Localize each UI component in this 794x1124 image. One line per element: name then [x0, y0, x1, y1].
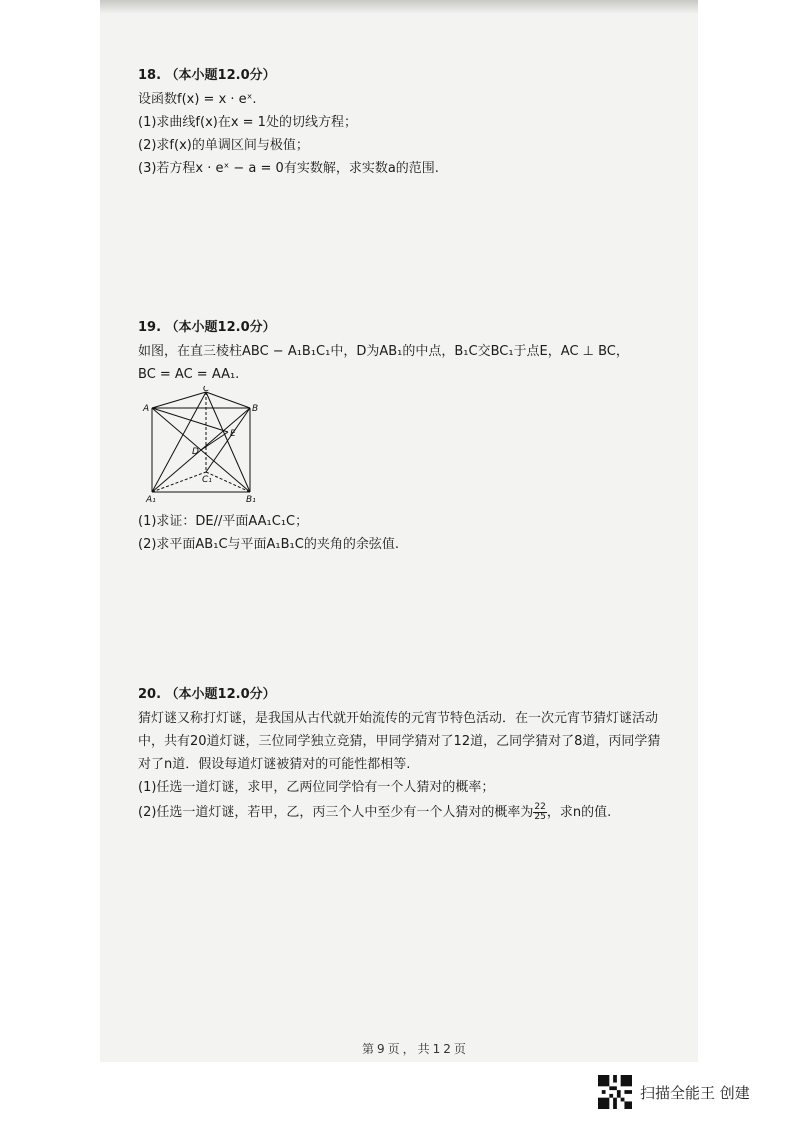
scanner-watermark: 扫描全能王 创建: [640, 1084, 750, 1102]
question-20-heading: 20. （本小题12.0分）: [138, 687, 276, 702]
fraction: [533, 803, 546, 822]
prism-figure: [140, 386, 270, 506]
question-20-line-last: [138, 799, 698, 827]
question-20-last-pre: (2)任选一道灯谜，若甲，乙，丙三个人中至少有一个人猜对的概率为: [138, 805, 534, 820]
question-19-sub-2: (2)求平面AB₁C与平面A₁B₁C的夹角的余弦值.: [138, 537, 399, 552]
question-20-line: (1)任选一道灯谜，求甲，乙两位同学恰有一个人猜对的概率；: [138, 780, 495, 795]
question-18-heading: 18. （本小题12.0分）: [138, 68, 276, 83]
question-19-sub-1: (1)求证：DE//平面AA₁C₁C；: [138, 514, 309, 529]
label-B: B: [252, 404, 259, 414]
fraction-numerator: 22: [534, 802, 546, 812]
question-19: [138, 316, 698, 386]
label-A: A: [143, 404, 150, 414]
page-number: 第9页，共12页: [362, 1042, 469, 1056]
question-18-line: (1)求曲线f(x)在x = 1处的切线方程；: [138, 115, 357, 130]
question-19-line: BC = AC = AA₁.: [138, 367, 240, 382]
question-19-heading: 19. （本小题12.0分）: [138, 320, 276, 335]
label-D: D: [192, 447, 199, 457]
question-18: [138, 64, 698, 180]
question-18-line: 设函数f(x) = x · eˣ.: [138, 92, 257, 107]
prism-diagram: [140, 386, 270, 506]
paper-top-edge: [100, 0, 698, 14]
question-20-line: 中，共有20道灯谜，三位同学独立竞猜，甲同学猜对了12道，乙同学猜对了8道，丙同学猜: [138, 734, 661, 749]
question-20-line: 对了n道．假设每道灯谜被猜对的可能性都相等.: [138, 757, 411, 772]
label-A1: A₁: [146, 495, 156, 505]
question-19-line: 如图，在直三棱柱ABC − A₁B₁C₁中，D为AB₁的中点，B₁C交BC₁于点E，AC ⊥ BC，: [138, 344, 629, 359]
qr-code-icon: [598, 1075, 632, 1109]
question-18-line: (2)求f(x)的单调区间与极值；: [138, 138, 309, 153]
question-20-last-post: ，求n的值.: [546, 805, 612, 820]
question-20: [138, 683, 698, 827]
label-C: C: [203, 386, 210, 394]
label-E: E: [230, 429, 236, 439]
fraction-denominator: 25: [534, 812, 546, 822]
question-20-line: 猜灯谜又称打灯谜，是我国从古代就开始流传的元宵节特色活动．在一次元宵节猜灯谜活动: [138, 711, 659, 726]
label-C1: C₁: [202, 475, 212, 485]
question-19-subparts: [138, 510, 698, 556]
question-18-line: (3)若方程x · eˣ − a = 0有实数解，求实数a的范围.: [138, 161, 439, 176]
label-B1: B₁: [246, 495, 256, 505]
